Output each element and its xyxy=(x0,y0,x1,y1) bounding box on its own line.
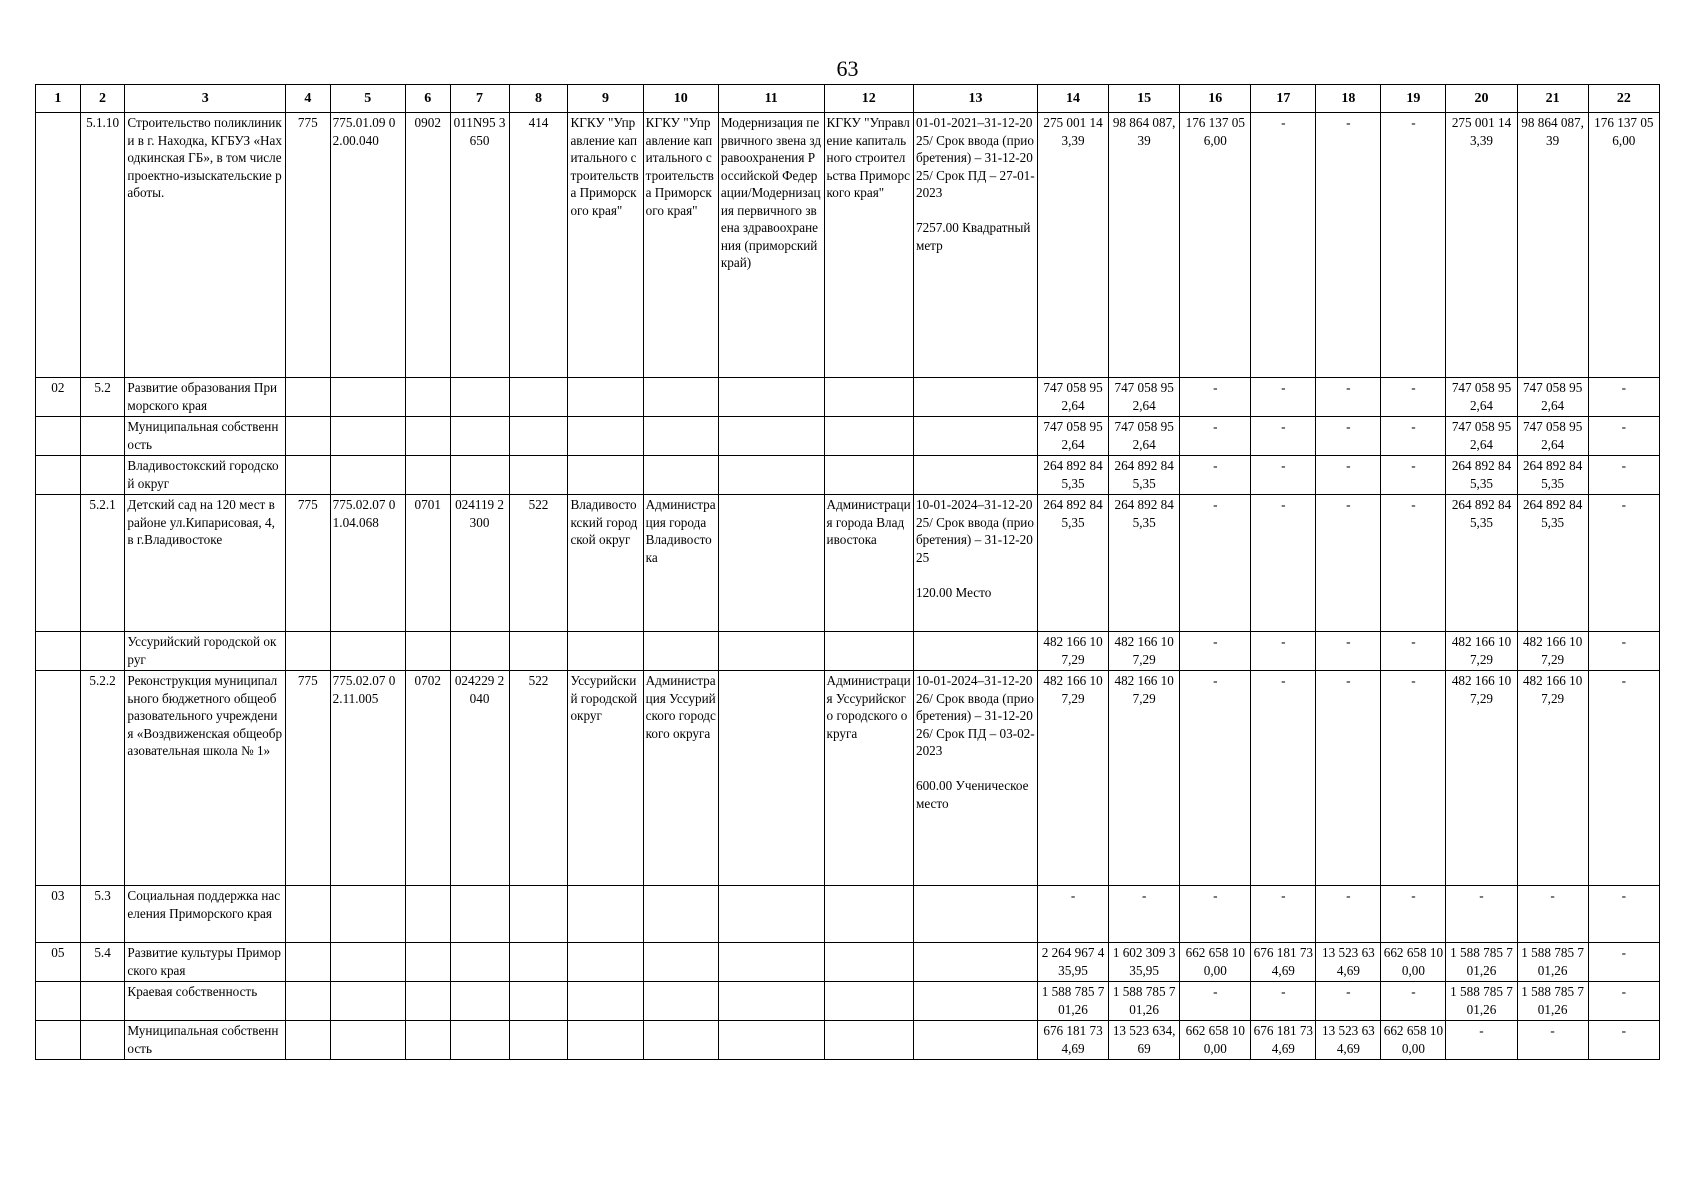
table-cell: 747 058 952,64 xyxy=(1446,417,1517,456)
table-cell: 522 xyxy=(509,671,568,886)
table-cell: КГКУ "Управление капитального строительства Приморского края" xyxy=(643,113,718,378)
table-cell xyxy=(913,417,1037,456)
table-cell xyxy=(824,943,913,982)
table-cell xyxy=(405,886,450,943)
column-header: 11 xyxy=(718,85,824,113)
table-cell: 98 864 087,39 xyxy=(1517,113,1588,378)
table-cell xyxy=(913,378,1037,417)
table-cell: - xyxy=(1381,456,1446,495)
table-cell xyxy=(405,632,450,671)
table-cell xyxy=(568,378,643,417)
table-cell xyxy=(824,1021,913,1060)
table-cell: 5.2.1 xyxy=(80,495,125,632)
table-cell: 024229 2040 xyxy=(450,671,509,886)
table-cell: - xyxy=(1316,671,1381,886)
table-cell xyxy=(643,982,718,1021)
table-cell xyxy=(718,943,824,982)
table-cell xyxy=(330,943,405,982)
column-header: 1 xyxy=(36,85,81,113)
table-cell xyxy=(36,456,81,495)
table-cell: - xyxy=(1180,632,1251,671)
table-cell xyxy=(450,417,509,456)
table-row xyxy=(36,886,1660,943)
table-cell: 264 892 845,35 xyxy=(1037,456,1108,495)
table-cell xyxy=(568,632,643,671)
table-cell: - xyxy=(1109,886,1180,943)
table-cell xyxy=(509,1021,568,1060)
table-cell: КГКУ "Управление капитального строительства Приморского края" xyxy=(568,113,643,378)
table-cell: 0701 xyxy=(405,495,450,632)
table-cell: - xyxy=(1381,632,1446,671)
table-cell xyxy=(643,632,718,671)
table-cell: - xyxy=(1381,886,1446,943)
table-cell xyxy=(718,456,824,495)
table-cell: - xyxy=(1180,456,1251,495)
table-cell: 176 137 056,00 xyxy=(1588,113,1659,378)
table-cell: 482 166 107,29 xyxy=(1517,632,1588,671)
table-cell xyxy=(450,456,509,495)
table-cell xyxy=(405,943,450,982)
column-header: 8 xyxy=(509,85,568,113)
table-cell: 1 588 785 701,26 xyxy=(1446,943,1517,982)
table-cell xyxy=(36,632,81,671)
table-cell: 482 166 107,29 xyxy=(1446,632,1517,671)
column-header: 5 xyxy=(330,85,405,113)
table-cell: 275 001 143,39 xyxy=(1037,113,1108,378)
table-cell: - xyxy=(1446,886,1517,943)
column-header: 13 xyxy=(913,85,1037,113)
table-cell xyxy=(824,417,913,456)
table-cell: - xyxy=(1316,982,1381,1021)
table-cell: 264 892 845,35 xyxy=(1109,495,1180,632)
table-cell: 10-01-2024–31-12-2025/ Срок ввода (приобретения) – 31-12-2025 120.00 Место xyxy=(913,495,1037,632)
table-cell xyxy=(509,943,568,982)
table-cell xyxy=(643,886,718,943)
table-cell: 482 166 107,29 xyxy=(1446,671,1517,886)
table-cell: - xyxy=(1037,886,1108,943)
table-cell xyxy=(568,456,643,495)
table-cell xyxy=(718,886,824,943)
table-cell xyxy=(643,1021,718,1060)
table-cell: Муниципальная собственность xyxy=(125,417,286,456)
table-cell xyxy=(285,632,330,671)
table-cell: Уссурийский городской округ xyxy=(125,632,286,671)
table-cell: Администрация города Владивостока xyxy=(824,495,913,632)
table-row xyxy=(36,632,1660,671)
table-cell: 676 181 734,69 xyxy=(1251,1021,1316,1060)
table-cell: Владивостокский городской округ xyxy=(125,456,286,495)
table-cell: 1 588 785 701,26 xyxy=(1109,982,1180,1021)
column-header: 9 xyxy=(568,85,643,113)
table-cell: - xyxy=(1446,1021,1517,1060)
table-cell xyxy=(509,456,568,495)
table-cell: 1 588 785 701,26 xyxy=(1446,982,1517,1021)
table-cell: 747 058 952,64 xyxy=(1517,417,1588,456)
table-cell: - xyxy=(1180,886,1251,943)
table-cell: 747 058 952,64 xyxy=(1037,378,1108,417)
table-cell: - xyxy=(1316,632,1381,671)
table-cell xyxy=(913,982,1037,1021)
table-cell: 13 523 634,69 xyxy=(1316,1021,1381,1060)
table-cell xyxy=(36,113,81,378)
table-cell: 011N95 3650 xyxy=(450,113,509,378)
table-cell: 662 658 100,00 xyxy=(1381,1021,1446,1060)
table-cell: Развитие образования Приморского края xyxy=(125,378,286,417)
column-header: 12 xyxy=(824,85,913,113)
table-cell: Детский сад на 120 мест в районе ул.Кипарисовая, 4, в г.Владивостоке xyxy=(125,495,286,632)
table-cell: 482 166 107,29 xyxy=(1037,671,1108,886)
table-cell: - xyxy=(1180,417,1251,456)
column-header: 15 xyxy=(1109,85,1180,113)
table-cell xyxy=(643,378,718,417)
table-cell xyxy=(405,982,450,1021)
table-cell xyxy=(36,671,81,886)
table-cell: - xyxy=(1180,495,1251,632)
table-cell: 01-01-2021–31-12-2025/ Срок ввода (приобретения) – 31-12-2025/ Срок ПД – 27-01-2023 7257.00 Квадратный метр xyxy=(913,113,1037,378)
table-cell xyxy=(285,456,330,495)
table-row xyxy=(36,378,1660,417)
table-cell: - xyxy=(1588,632,1659,671)
table-row xyxy=(36,417,1660,456)
table-cell: Краевая собственность xyxy=(125,982,286,1021)
table-cell xyxy=(285,982,330,1021)
table-cell: - xyxy=(1517,886,1588,943)
table-cell: 264 892 845,35 xyxy=(1446,456,1517,495)
table-cell: 264 892 845,35 xyxy=(1517,456,1588,495)
table-cell xyxy=(80,456,125,495)
table-cell: 482 166 107,29 xyxy=(1517,671,1588,886)
table-cell xyxy=(913,632,1037,671)
table-cell: 747 058 952,64 xyxy=(1446,378,1517,417)
table-cell: - xyxy=(1381,671,1446,886)
table-cell xyxy=(568,1021,643,1060)
column-header: 7 xyxy=(450,85,509,113)
table-cell: Муниципальная собственность xyxy=(125,1021,286,1060)
table-cell xyxy=(330,982,405,1021)
table-cell xyxy=(36,417,81,456)
table-cell xyxy=(450,982,509,1021)
table-cell: - xyxy=(1251,378,1316,417)
table-cell xyxy=(285,378,330,417)
table-cell: - xyxy=(1588,495,1659,632)
table-cell: 264 892 845,35 xyxy=(1446,495,1517,632)
table-cell xyxy=(913,943,1037,982)
table-cell xyxy=(405,378,450,417)
table-cell xyxy=(450,378,509,417)
column-header: 4 xyxy=(285,85,330,113)
table-cell: 275 001 143,39 xyxy=(1446,113,1517,378)
table-cell: 775.02.07 01.04.068 xyxy=(330,495,405,632)
page-number: 63 xyxy=(836,56,859,81)
table-cell: Администрация Уссурийского городского округа xyxy=(643,671,718,886)
table-cell: 1 588 785 701,26 xyxy=(1517,943,1588,982)
table-cell xyxy=(405,1021,450,1060)
table-cell: - xyxy=(1381,982,1446,1021)
table-cell xyxy=(285,1021,330,1060)
table-cell: - xyxy=(1316,456,1381,495)
table-cell xyxy=(509,417,568,456)
table-cell xyxy=(80,417,125,456)
table-cell: - xyxy=(1251,632,1316,671)
table-cell xyxy=(509,886,568,943)
table-cell: 522 xyxy=(509,495,568,632)
table-cell: 10-01-2024–31-12-2026/ Срок ввода (приобретения) – 31-12-2026/ Срок ПД – 03-02-2023 600.00 Ученическое место xyxy=(913,671,1037,886)
column-header: 19 xyxy=(1381,85,1446,113)
column-header: 16 xyxy=(1180,85,1251,113)
table-cell xyxy=(824,632,913,671)
table-cell: - xyxy=(1180,378,1251,417)
table-cell: - xyxy=(1588,982,1659,1021)
table-cell xyxy=(450,943,509,982)
table-cell: Развитие культуры Приморского края xyxy=(125,943,286,982)
table-cell: Владивостокский городской округ xyxy=(568,495,643,632)
table-row xyxy=(36,1021,1660,1060)
table-row xyxy=(36,982,1660,1021)
table-cell: 024119 2300 xyxy=(450,495,509,632)
table-cell xyxy=(80,632,125,671)
table-cell xyxy=(330,1021,405,1060)
table-cell: - xyxy=(1588,943,1659,982)
table-cell: 02 xyxy=(36,378,81,417)
table-cell: 775.01.09 02.00.040 xyxy=(330,113,405,378)
table-cell: Администрация Уссурийского городского округа xyxy=(824,671,913,886)
table-cell: - xyxy=(1316,495,1381,632)
table-cell xyxy=(285,943,330,982)
table-cell: - xyxy=(1316,886,1381,943)
table-cell xyxy=(80,982,125,1021)
table-cell: 13 523 634,69 xyxy=(1316,943,1381,982)
table-cell xyxy=(913,456,1037,495)
table-cell xyxy=(643,417,718,456)
table-cell xyxy=(80,1021,125,1060)
table-cell xyxy=(718,495,824,632)
column-header: 6 xyxy=(405,85,450,113)
table-cell: Уссурийский городской округ xyxy=(568,671,643,886)
table-cell xyxy=(36,1021,81,1060)
table-cell: 662 658 100,00 xyxy=(1180,1021,1251,1060)
table-cell: 747 058 952,64 xyxy=(1517,378,1588,417)
table-cell xyxy=(330,632,405,671)
table-cell xyxy=(913,1021,1037,1060)
table-cell: - xyxy=(1381,378,1446,417)
table-cell xyxy=(718,671,824,886)
table-cell: 0902 xyxy=(405,113,450,378)
table-cell: - xyxy=(1251,417,1316,456)
table-cell: 0702 xyxy=(405,671,450,886)
table-cell: 5.1.10 xyxy=(80,113,125,378)
table-cell: - xyxy=(1381,113,1446,378)
table-cell xyxy=(568,417,643,456)
table-cell xyxy=(568,982,643,1021)
table-cell: 747 058 952,64 xyxy=(1037,417,1108,456)
table-cell: - xyxy=(1588,378,1659,417)
table-cell: Реконструкция муниципального бюджетного общеобразовательного учреждения «Воздвиженская общеобразовательная школа № 1» xyxy=(125,671,286,886)
table-cell: 662 658 100,00 xyxy=(1180,943,1251,982)
table-cell xyxy=(36,982,81,1021)
table-cell: - xyxy=(1180,671,1251,886)
column-header: 14 xyxy=(1037,85,1108,113)
table-cell xyxy=(405,456,450,495)
table-cell: Социальная поддержка населения Приморского края xyxy=(125,886,286,943)
table-cell xyxy=(568,886,643,943)
table-cell: - xyxy=(1251,671,1316,886)
table-cell: 482 166 107,29 xyxy=(1109,632,1180,671)
table-cell: - xyxy=(1251,982,1316,1021)
table-cell: КГКУ "Управление капитального строительства Приморского края" xyxy=(824,113,913,378)
table-cell xyxy=(509,632,568,671)
column-header: 17 xyxy=(1251,85,1316,113)
table-cell: 775 xyxy=(285,113,330,378)
table-cell: 5.2.2 xyxy=(80,671,125,886)
table-cell: 5.4 xyxy=(80,943,125,982)
table-cell: - xyxy=(1180,982,1251,1021)
table-cell: 775 xyxy=(285,671,330,886)
table-cell: 176 137 056,00 xyxy=(1180,113,1251,378)
column-header: 20 xyxy=(1446,85,1517,113)
table-cell xyxy=(824,982,913,1021)
table-cell: 482 166 107,29 xyxy=(1037,632,1108,671)
table-cell: - xyxy=(1588,1021,1659,1060)
table-cell xyxy=(330,456,405,495)
table-cell: 264 892 845,35 xyxy=(1037,495,1108,632)
table-cell: - xyxy=(1316,113,1381,378)
table-cell: 482 166 107,29 xyxy=(1109,671,1180,886)
column-header: 21 xyxy=(1517,85,1588,113)
table-cell xyxy=(718,378,824,417)
table-cell: 676 181 734,69 xyxy=(1037,1021,1108,1060)
table-cell: - xyxy=(1381,417,1446,456)
table-cell xyxy=(285,886,330,943)
budget-table xyxy=(35,84,1660,1060)
table-cell: - xyxy=(1588,456,1659,495)
column-header: 10 xyxy=(643,85,718,113)
table-cell: 5.2 xyxy=(80,378,125,417)
table-cell: - xyxy=(1588,417,1659,456)
table-cell: 2 264 967 435,95 xyxy=(1037,943,1108,982)
table-cell: - xyxy=(1316,378,1381,417)
column-header: 18 xyxy=(1316,85,1381,113)
table-cell: 1 588 785 701,26 xyxy=(1517,982,1588,1021)
table-cell: - xyxy=(1517,1021,1588,1060)
table-cell: 662 658 100,00 xyxy=(1381,943,1446,982)
table-cell: 98 864 087,39 xyxy=(1109,113,1180,378)
table-cell: 747 058 952,64 xyxy=(1109,378,1180,417)
table-cell xyxy=(330,417,405,456)
table-cell: 775.02.07 02.11.005 xyxy=(330,671,405,886)
header-row xyxy=(36,85,1660,113)
table-cell xyxy=(330,378,405,417)
table-row xyxy=(36,671,1660,886)
table-cell: 5.3 xyxy=(80,886,125,943)
table-cell: - xyxy=(1251,495,1316,632)
table-cell: 414 xyxy=(509,113,568,378)
table-cell xyxy=(450,1021,509,1060)
table-cell xyxy=(913,886,1037,943)
table-cell: - xyxy=(1588,886,1659,943)
table-cell xyxy=(330,886,405,943)
table-cell xyxy=(824,378,913,417)
table-cell: 1 602 309 335,95 xyxy=(1109,943,1180,982)
table-cell xyxy=(718,1021,824,1060)
table-cell: 775 xyxy=(285,495,330,632)
table-cell xyxy=(824,456,913,495)
table-cell xyxy=(450,632,509,671)
table-cell xyxy=(643,943,718,982)
column-header: 2 xyxy=(80,85,125,113)
table-cell: - xyxy=(1251,886,1316,943)
table-cell xyxy=(450,886,509,943)
table-cell: Администрация города Владивостока xyxy=(643,495,718,632)
table-cell: - xyxy=(1251,456,1316,495)
table-cell: - xyxy=(1588,671,1659,886)
table-cell xyxy=(568,943,643,982)
table-cell: 264 892 845,35 xyxy=(1517,495,1588,632)
table-cell xyxy=(285,417,330,456)
table-cell: - xyxy=(1316,417,1381,456)
table-cell xyxy=(643,456,718,495)
column-header: 3 xyxy=(125,85,286,113)
table-row xyxy=(36,456,1660,495)
table-row xyxy=(36,943,1660,982)
table-cell: - xyxy=(1381,495,1446,632)
table-cell: 03 xyxy=(36,886,81,943)
table-cell xyxy=(718,632,824,671)
table-cell xyxy=(405,417,450,456)
table-cell: 13 523 634,69 xyxy=(1109,1021,1180,1060)
table-cell: 1 588 785 701,26 xyxy=(1037,982,1108,1021)
table-row xyxy=(36,113,1660,378)
table-row xyxy=(36,495,1660,632)
table-cell xyxy=(36,495,81,632)
table-cell: 747 058 952,64 xyxy=(1109,417,1180,456)
column-header: 22 xyxy=(1588,85,1659,113)
table-cell: 676 181 734,69 xyxy=(1251,943,1316,982)
table-cell xyxy=(509,378,568,417)
table-cell xyxy=(718,417,824,456)
table-cell xyxy=(824,886,913,943)
table-cell: Строительство поликлиники в г. Находка, КГБУЗ «Находкинская ГБ», в том числе проектно-изыскательские работы. xyxy=(125,113,286,378)
table-cell: 05 xyxy=(36,943,81,982)
table-cell: - xyxy=(1251,113,1316,378)
table-cell: Модернизация первичного звена здравоохранения Российской Федерации/Модернизация первичного звена здравоохранения (приморский край) xyxy=(718,113,824,378)
table-cell xyxy=(509,982,568,1021)
table-cell: 264 892 845,35 xyxy=(1109,456,1180,495)
table-cell xyxy=(718,982,824,1021)
